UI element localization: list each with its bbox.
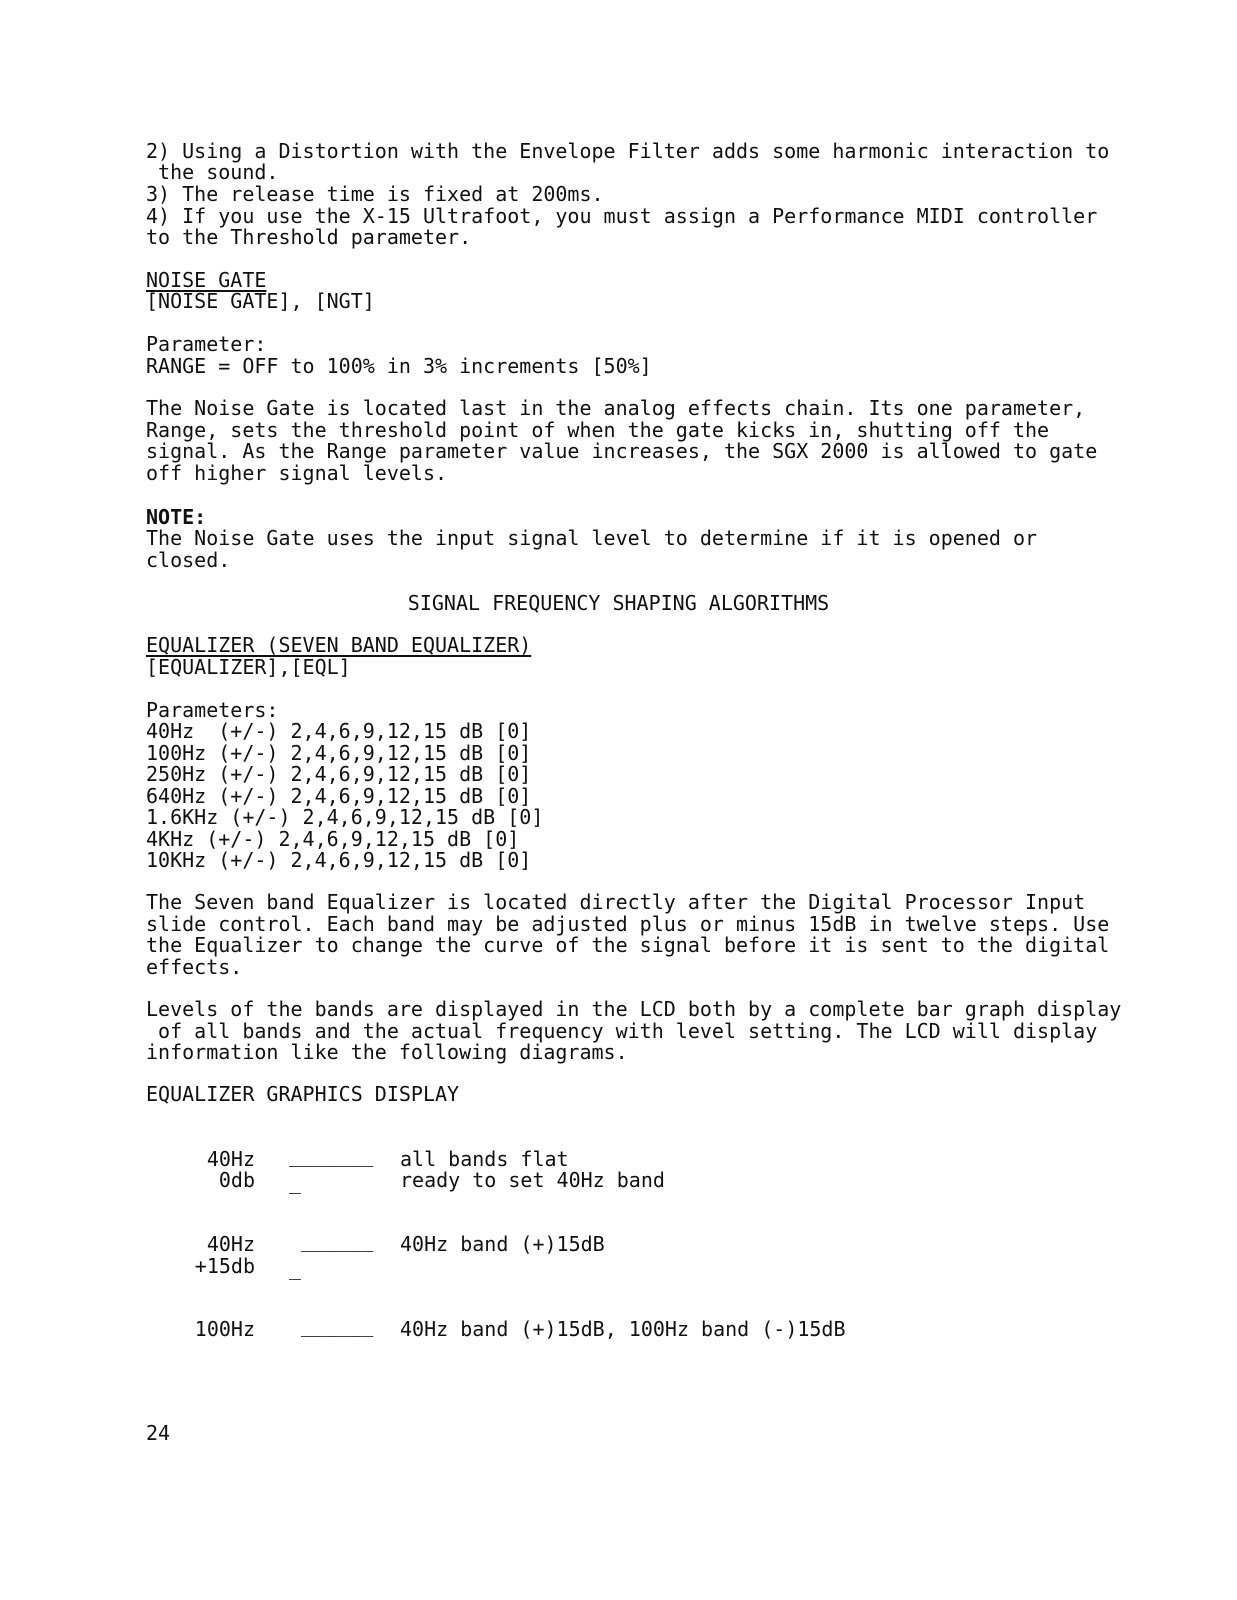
- lcd-bar-graph: _______: [289, 1143, 374, 1167]
- equalizer-parameter: 10KHz (+/-) 2,4,6,9,12,15 dB [0]: [146, 848, 532, 872]
- lcd-description-line-1: Levels of the bands are displayed in the LCD both by a complete bar graph display: [146, 997, 1122, 1021]
- lcd-description-line-3: information like the following diagrams.: [146, 1040, 628, 1064]
- lcd-caption: 40Hz band (+)15dB: [400, 1232, 605, 1256]
- equalizer-parameter: 4KHz (+/-) 2,4,6,9,12,15 dB [0]: [146, 827, 520, 851]
- equalizer-parameter: 1.6KHz (+/-) 2,4,6,9,12,15 dB [0]: [146, 805, 544, 829]
- equalizer-parameters-label: Parameters:: [146, 698, 279, 722]
- section-title: SIGNAL FREQUENCY SHAPING ALGORITHMS: [407, 591, 830, 615]
- equalizer-description-line-3: the Equalizer to change the curve of the signal before it is sent to the digital: [146, 933, 1110, 957]
- lcd-cursor: _: [289, 1256, 302, 1280]
- lcd-caption: all bands flat: [400, 1147, 569, 1171]
- equalizer-description-line-4: effects.: [146, 955, 243, 979]
- note-label: NOTE:: [146, 505, 207, 529]
- lcd-frequency: 100Hz: [194, 1317, 255, 1341]
- equalizer-parameter: 100Hz (+/-) 2,4,6,9,12,15 dB [0]: [146, 741, 532, 765]
- noise-gate-description-line-2: Range, sets the threshold point of when the gate kicks in, shutting off the: [146, 418, 1050, 442]
- note-item-2-line-1: 2) Using a Distortion with the Envelope Filter adds some harmonic interaction to: [146, 139, 1110, 163]
- equalizer-codes: [EQUALIZER],[EQL]: [146, 655, 351, 679]
- equalizer-heading: EQUALIZER (SEVEN BAND EQUALIZER): [146, 633, 532, 657]
- lcd-level: 0db: [218, 1168, 255, 1192]
- equalizer-description-line-2: slide control. Each band may be adjusted plus or minus 15dB in twelve steps. Use: [146, 912, 1110, 936]
- lcd-description-line-2: of all bands and the actual frequency with level setting. The LCD will display: [146, 1019, 1098, 1043]
- lcd-caption: ready to set 40Hz band: [400, 1168, 665, 1192]
- noise-gate-parameter-label: Parameter:: [146, 332, 267, 356]
- equalizer-parameter: 640Hz (+/-) 2,4,6,9,12,15 dB [0]: [146, 784, 532, 808]
- note-item-2-line-2: the sound.: [146, 160, 279, 184]
- lcd-bar-graph: ______: [301, 1313, 374, 1337]
- noise-gate-codes: [NOISE GATE], [NGT]: [146, 289, 375, 313]
- equalizer-graphics-title: EQUALIZER GRAPHICS DISPLAY: [146, 1082, 460, 1106]
- noise-gate-description-line-4: off higher signal levels.: [146, 461, 448, 485]
- equalizer-parameter: 250Hz (+/-) 2,4,6,9,12,15 dB [0]: [146, 762, 532, 786]
- lcd-frequency: 40Hz: [206, 1147, 255, 1171]
- noise-gate-heading: NOISE GATE: [146, 268, 267, 292]
- page-number: 24: [146, 1421, 171, 1445]
- equalizer-parameter: 40Hz (+/-) 2,4,6,9,12,15 dB [0]: [146, 719, 532, 743]
- note-item-3: 3) The release time is fixed at 200ms.: [146, 182, 604, 206]
- note-item-4-line-1: 4) If you use the X-15 Ultrafoot, you must assign a Performance MIDI controller: [146, 204, 1098, 228]
- noise-gate-description-line-1: The Noise Gate is located last in the analog effects chain. Its one parameter,: [146, 396, 1086, 420]
- equalizer-description-line-1: The Seven band Equalizer is located directly after the Digital Processor Input: [146, 890, 1086, 914]
- lcd-level: +15db: [194, 1254, 255, 1278]
- lcd-caption: 40Hz band (+)15dB, 100Hz band (-)15dB: [400, 1317, 846, 1341]
- note-item-4-line-2: to the Threshold parameter.: [146, 225, 472, 249]
- lcd-cursor: _: [289, 1170, 302, 1194]
- noise-gate-range-parameter: RANGE = OFF to 100% in 3% increments [50%]: [146, 354, 652, 378]
- note-text-line-1: The Noise Gate uses the input signal level to determine if it is opened or: [146, 526, 1038, 550]
- lcd-frequency: 40Hz: [206, 1232, 255, 1256]
- lcd-bar-graph: ______: [301, 1228, 374, 1252]
- note-text-line-2: closed.: [146, 548, 231, 572]
- noise-gate-description-line-3: signal. As the Range parameter value increases, the SGX 2000 is allowed to gate: [146, 439, 1098, 463]
